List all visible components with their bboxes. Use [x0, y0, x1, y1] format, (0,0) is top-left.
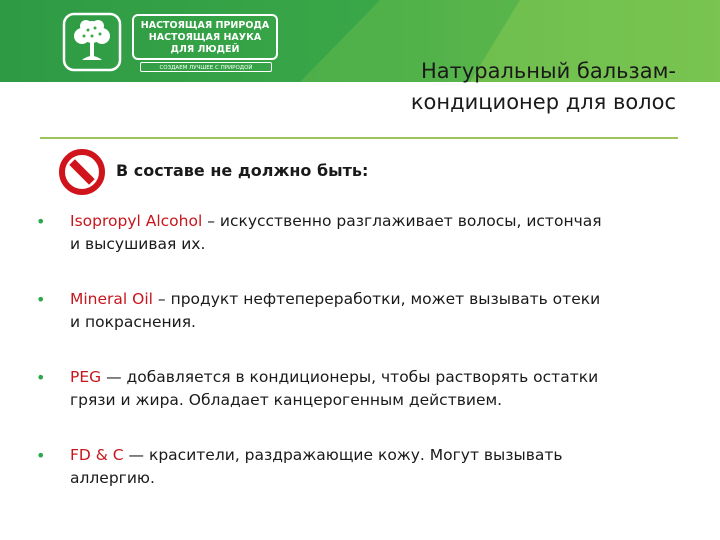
ingredient-description-cont: аллергию.	[70, 469, 155, 487]
brand-slogan: СОЗДАЕМ ЛУЧШЕЕ С ПРИРОДОЙ	[140, 62, 272, 72]
title-line-1: Натуральный бальзам-	[420, 59, 676, 83]
list-item	[36, 288, 696, 366]
ingredient-term: Isopropyl Alcohol	[70, 212, 203, 230]
ingredient-term: PEG	[70, 368, 102, 386]
slide-title	[336, 56, 676, 118]
tree-logo-icon	[62, 12, 122, 72]
bullet-dot-icon: •	[36, 212, 46, 231]
ingredient-description: — красители, раздражающие кожу. Могут вызывать	[123, 446, 563, 464]
bullet-dot-icon: •	[36, 368, 46, 387]
title-line-2: кондиционер для волос	[410, 90, 676, 114]
logo-line-2: НАСТОЯЩАЯ НАУКА	[148, 32, 262, 43]
list-item	[36, 210, 696, 288]
ingredient-term: FD & C	[70, 446, 124, 464]
prohibition-icon	[58, 148, 106, 196]
section-heading: В составе не должно быть:	[116, 161, 369, 180]
bullet-dot-icon: •	[36, 290, 46, 309]
ingredient-description-cont: и покраснения.	[70, 313, 196, 331]
list-item	[36, 444, 696, 522]
logo-line-3: ДЛЯ ЛЮДЕЙ	[170, 44, 240, 55]
title-divider	[40, 137, 678, 139]
ingredient-list	[36, 210, 696, 522]
brand-logo-text	[132, 14, 278, 60]
ingredient-description: – продукт нефтепереработки, может вызывать отеки	[152, 290, 601, 308]
bullet-dot-icon: •	[36, 446, 46, 465]
ingredient-description: — добавляется в кондиционеры, чтобы растворять остатки	[101, 368, 599, 386]
ingredient-term: Mineral Oil	[70, 290, 153, 308]
ingredient-description-cont: грязи и жира. Обладает канцерогенным действием.	[70, 391, 503, 409]
logo-line-1: НАСТОЯЩАЯ ПРИРОДА	[140, 20, 270, 31]
list-item	[36, 366, 696, 444]
ingredient-description: – искусственно разглаживает волосы, истончая	[202, 212, 602, 230]
ingredient-description-cont: и высушивая их.	[70, 235, 206, 253]
